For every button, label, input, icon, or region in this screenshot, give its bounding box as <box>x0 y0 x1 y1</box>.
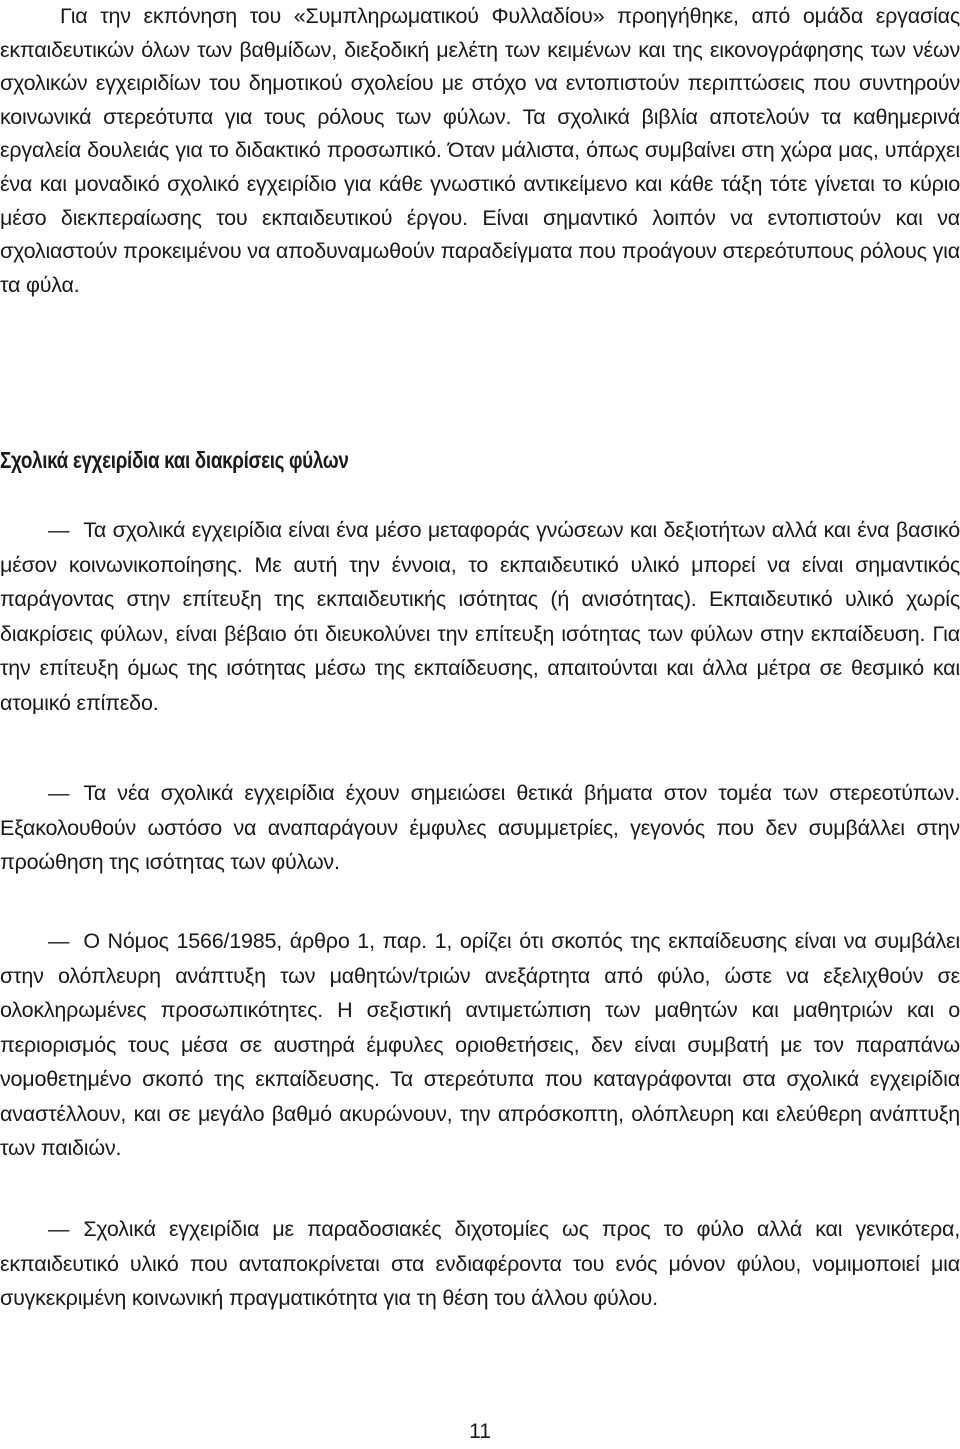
bullet-paragraph <box>0 924 960 1166</box>
page-number: 11 <box>469 1420 491 1443</box>
bullet-text: Τα νέα σχολικά εγχειρίδια έχουν σημειώσει θετικά βήματα στον τομέα των στερεοτύπων. Εξακολουθούν ωστόσο να αναπαράγουν έμφυλες ασυμμετρίες, γεγονός που δεν συμβάλλει στην προώθηση της ισότητας των φύλων. <box>0 781 960 874</box>
bullet-text: Σχολικά εγχειρίδια με παραδοσιακές διχοτομίες ως προς το φύλο αλλά και γενικότερα, εκπαιδευτικό υλικό που ανταποκρίνεται στα ενδιαφέροντα του ενός μόνον φύλου, νομιμοποιεί μια συγκεκριμένη κοινωνική πραγματικότητα για τη θέση του άλλου φύλου. <box>0 1217 960 1310</box>
bullet-paragraph <box>0 776 960 880</box>
dash-marker: — <box>48 518 70 542</box>
bullet-paragraph <box>0 1212 960 1316</box>
intro-paragraph: Για την εκπόνηση του «Συμπληρωματικού Φυλλαδίου» προηγήθηκε, από ομάδα εργασίας εκπαιδευτικών όλων των βαθμίδων, διεξοδική μελέτη των κειμένων και της εικονογράφησης των νέων σχολικών εγχειριδίων του δημοτικού σχολείου με στόχο να εντοπιστούν περιπτώσεις που συντηρούν κοινωνικά στερεότυπα για τους ρόλους των φύλων. Τα σχολικά βιβλία αποτελούν τα καθημερινά εργαλεία δουλειάς για το διδακτικό προσωπικό. Όταν μάλιστα, όπως συμβαίνει στη χώρα μας, υπάρχει ένα και μοναδικό σχολικό εγχειρίδιο για κάθε γνωστικό αντικείμενο και κάθε τάξη τότε γίνεται το κύριο μέσο διεκπεραίωσης του εκπαιδευτικού έργου. Είναι σημαντικό λοιπόν να εντοπιστούν και να σχολιαστούν προκειμένου να αποδυναμωθούν παραδείγματα που προάγουν στερεότυπους ρόλους για τα φύλα. <box>0 4 960 297</box>
dash-marker: — <box>48 1217 70 1241</box>
dash-marker: — <box>48 929 70 953</box>
bullet-text: Ο Νόμος 1566/1985, άρθρο 1, παρ. 1, ορίζει ότι σκοπός της εκπαίδευσης είναι να συμβάλει στην ολόπλευρη ανάπτυξη των μαθητών/τριών ανεξάρτητα από φύλο, ώστε να εξελιχθούν σε ολοκληρωμένες προσωπικότητες. Η σεξιστική αντιμετώπιση των μαθητών και μαθητριών και ο περιορισμός τους μέσα σε αυστηρά έμφυλες οριοθετήσεις, δεν είναι συμβατή με τον παραπάνω νομοθετημένο σκοπό της εκπαίδευσης. Τα στερεότυπα που καταγράφονται στα σχολικά εγχειρίδια αναστέλλουν, και σε μεγάλο βαθμό ακυρώνουν, την απρόσκοπτη, ολόπλευρη και ελεύθερη ανάπτυξη των παιδιών. <box>0 929 960 1160</box>
section-heading: Σχολικά εγχειρίδια και διακρίσεις φύλων <box>0 447 349 473</box>
bullet-paragraph <box>0 513 960 720</box>
dash-marker: — <box>48 781 70 805</box>
bullet-text: Τα σχολικά εγχειρίδια είναι ένα μέσο μεταφοράς γνώσεων και δεξιοτήτων αλλά και ένα βασικό μέσον κοινωνικοποίησης. Με αυτή την έννοια, το εκπαιδευτικό υλικό μπορεί να είναι σημαντικός παράγοντας στην επίτευξη της εκπαιδευτικής ισότητας (ή ανισότητας). Εκπαιδευτικό υλικό χωρίς διακρίσεις φύλων, είναι βέβαιο ότι διευκολύνει την επίτευξη ισότητας των φύλων στην εκπαίδευση. Για την επίτευξη όμως της ισότητας μέσω της εκπαίδευσης, απαιτούνται και άλλα μέτρα σε θεσμικό και ατομικό επίπεδο. <box>0 518 960 715</box>
